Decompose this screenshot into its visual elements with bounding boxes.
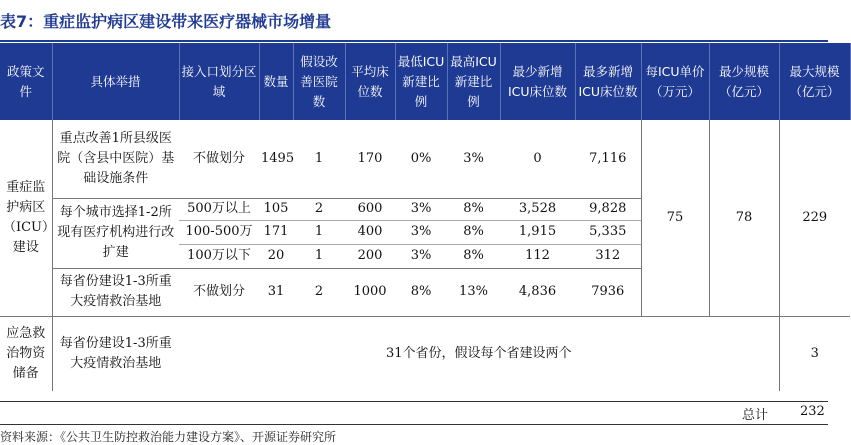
min-ratio-cell: 3% — [395, 220, 447, 244]
max-ratio-cell: 3% — [463, 150, 484, 166]
header-region: 接入口划分区域 — [179, 43, 259, 120]
count-cell: 1495 — [261, 150, 295, 166]
region-cell: 不做划分 — [192, 150, 245, 166]
min-scale-cell: 78 — [709, 120, 779, 316]
max-beds-cell: 7936 — [575, 268, 641, 316]
region-cell: 100万以下 — [179, 244, 259, 268]
data-table — [0, 43, 851, 391]
header-hospitals: 假设改善医院数 — [293, 43, 345, 120]
region-cell: 100-500万 — [179, 220, 259, 244]
header-max-beds: 最多新增ICU床位数 — [575, 43, 641, 120]
hospitals-cell: 1 — [293, 220, 345, 244]
min-beds-cell: 3,528 — [500, 198, 575, 220]
header-min-beds: 最少新增ICU床位数 — [500, 43, 575, 120]
hospitals-cell: 2 — [293, 198, 345, 220]
note-cell: 31个省份，假设每个省建设两个 — [179, 316, 779, 391]
header-policy: 政策文件 — [0, 43, 52, 120]
max-beds-cell: 5,335 — [575, 220, 641, 244]
header-measure: 具体举措 — [52, 43, 179, 120]
max-ratio-cell: 13% — [447, 268, 500, 316]
count-cell: 171 — [259, 220, 293, 244]
measure-cell: 每省份建设1-3所重大疫情救治基地 — [52, 268, 179, 316]
min-beds-cell: 4,836 — [500, 268, 575, 316]
max-ratio-cell: 8% — [447, 220, 500, 244]
hospitals-cell: 1 — [293, 244, 345, 268]
beds-cell: 170 — [357, 150, 383, 166]
max-beds-cell: 312 — [575, 244, 641, 268]
hospitals-cell: 1 — [314, 150, 324, 166]
beds-cell: 1000 — [345, 268, 395, 316]
header-beds: 平均床位数 — [345, 43, 395, 120]
min-beds-cell: 1,915 — [500, 220, 575, 244]
header-min-scale: 最少规模（亿元） — [709, 43, 779, 120]
max-scale-cell: 229 — [779, 120, 850, 316]
min-ratio-cell: 3% — [395, 244, 447, 268]
region-cell: 500万以上 — [179, 198, 259, 220]
max-ratio-cell: 8% — [447, 198, 500, 220]
table-row — [0, 120, 850, 198]
total-value: 232 — [800, 404, 825, 419]
policy-cell: 应急救治物资储备 — [0, 316, 52, 391]
count-cell: 20 — [259, 244, 293, 268]
total-rule — [0, 401, 828, 402]
measure-cell: 每个城市选择1-2所现有医疗机构进行改扩建 — [52, 198, 179, 268]
count-cell: 105 — [259, 198, 293, 220]
beds-cell: 600 — [345, 198, 395, 220]
min-beds-cell: 112 — [500, 244, 575, 268]
bottom-rule — [0, 424, 828, 425]
policy-cell: 重症监护病区（ICU）建设 — [0, 120, 52, 316]
beds-cell: 400 — [345, 220, 395, 244]
header-max-scale: 最大规模（亿元） — [779, 43, 850, 120]
max-beds-cell: 9,828 — [575, 198, 641, 220]
min-ratio-cell: 0% — [410, 150, 432, 166]
min-ratio-cell: 3% — [395, 198, 447, 220]
table-title: 表7：重症监护病区建设带来医疗器械市场增量 — [0, 12, 332, 31]
measure-cell: 每省份建设1-3所重大疫情救治基地 — [52, 316, 179, 391]
header-unit-price: 每ICU单价（万元） — [641, 43, 709, 120]
min-beds-cell: 0 — [533, 150, 542, 166]
header-max-ratio: 最高ICU新建比例 — [447, 43, 500, 120]
total-label: 总计 — [742, 408, 769, 423]
max-scale-cell: 3 — [779, 316, 850, 391]
header-min-ratio: 最低ICU新建比例 — [395, 43, 447, 120]
count-cell: 31 — [259, 268, 293, 316]
source-note: 资料来源：《公共卫生防控救治能力建设方案》、开源证券研究所 — [0, 430, 337, 444]
beds-cell: 200 — [345, 244, 395, 268]
table-row — [0, 316, 850, 391]
max-ratio-cell: 8% — [447, 244, 500, 268]
title-rule — [0, 40, 828, 42]
unit-price-cell: 75 — [641, 120, 709, 316]
max-beds-cell: 7,116 — [589, 150, 627, 166]
region-cell: 不做划分 — [179, 268, 259, 316]
measure-cell: 重点改善1所县级医院（含县中医院）基础设施条件 — [57, 130, 175, 186]
min-ratio-cell: 8% — [395, 268, 447, 316]
hospitals-cell: 2 — [293, 268, 345, 316]
header-count: 数量 — [259, 43, 293, 120]
